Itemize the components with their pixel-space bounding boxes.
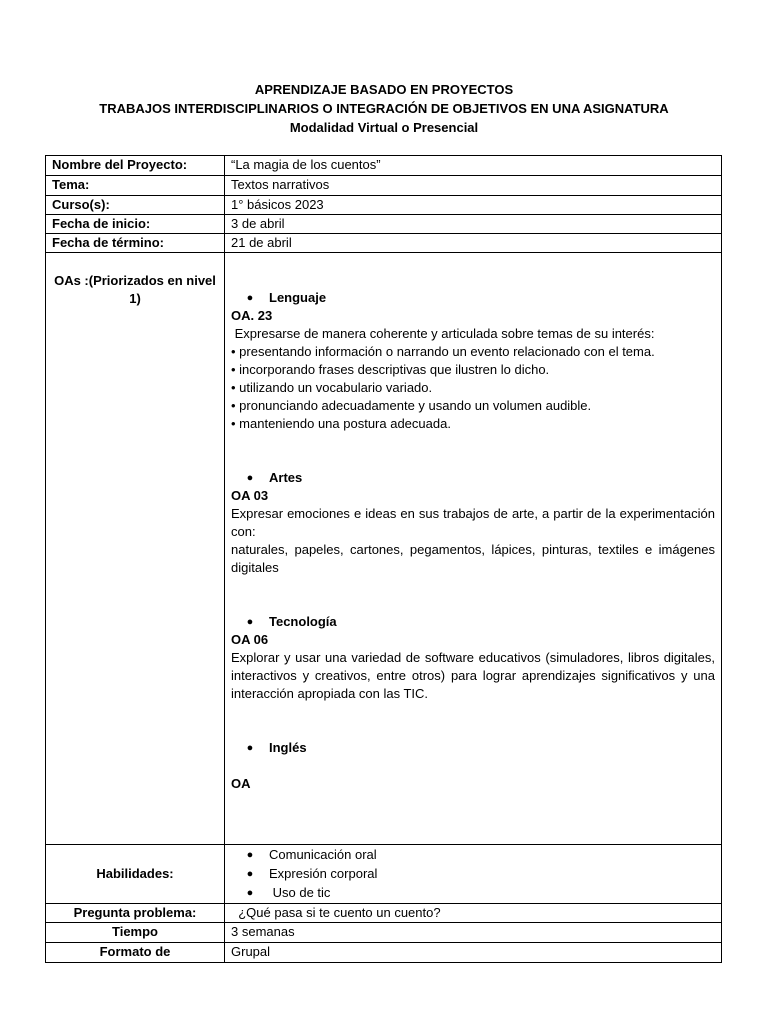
- table-row: [46, 196, 722, 215]
- lenguaje-item: • incorporando frases descriptivas que ilustren lo dicho.: [231, 362, 550, 377]
- header-subtitle: TRABAJOS INTERDISCIPLINARIOS O INTEGRACIÓN DE OBJETIVOS EN UNA ASIGNATURA: [99, 101, 669, 116]
- bullet-icon: ●: [246, 867, 254, 880]
- artes-text: Expresar emociones e ideas en sus trabajos de arte, a partir de la experimentación con:: [231, 506, 715, 539]
- table-row: [46, 156, 722, 176]
- project-table: [45, 155, 722, 963]
- lenguaje-heading: ● Lenguaje: [231, 289, 715, 307]
- lenguaje-item: • utilizando un vocabulario variado.: [231, 380, 433, 395]
- tiempo-value: 3 semanas: [225, 923, 722, 943]
- curso-value: 1° básicos 2023: [225, 196, 722, 215]
- termino-label: Fecha de término:: [46, 234, 225, 253]
- table-row: [46, 845, 722, 904]
- bullet-icon: ●: [246, 848, 254, 861]
- lenguaje-code: OA. 23: [231, 308, 273, 323]
- artes-materials: naturales, papeles, cartones, pegamentos, lápices, pinturas, textiles e imágenes digitales: [231, 542, 715, 575]
- oas-content: [225, 253, 722, 845]
- tema-label: Tema:: [46, 176, 225, 196]
- list-item: ● Expresión corporal: [231, 864, 715, 883]
- inicio-label: Fecha de inicio:: [46, 215, 225, 234]
- artes-code: OA 03: [231, 488, 269, 503]
- formato-label: Formato de: [46, 943, 225, 963]
- document-header: [0, 80, 768, 137]
- formato-value: Grupal: [225, 943, 722, 963]
- habilidades-label: Habilidades:: [46, 845, 225, 904]
- header-modality: Modalidad Virtual o Presencial: [289, 120, 479, 135]
- curso-label: Curso(s):: [46, 196, 225, 215]
- oas-label: OAs :(Priorizados en nivel 1): [46, 253, 225, 845]
- table-row: [46, 943, 722, 963]
- nombre-label: Nombre del Proyecto:: [46, 156, 225, 176]
- lenguaje-intro: Expresarse de manera coherente y articulada sobre temas de su interés:: [231, 326, 655, 341]
- bullet-icon: ●: [246, 472, 254, 484]
- table-row: [46, 176, 722, 196]
- tecnologia-code: OA 06: [231, 632, 269, 647]
- table-row: [46, 904, 722, 923]
- tema-value: Textos narrativos: [225, 176, 722, 196]
- tecnologia-text: Explorar y usar una variedad de software educativos (simuladores, libros digitales, interactivos y creativos, entre otros) para lograr aprendizajes significativos y una interacción apropiada con las TIC.: [231, 650, 715, 701]
- pregunta-label: Pregunta problema:: [46, 904, 225, 923]
- nombre-value: “La magia de los cuentos”: [225, 156, 722, 176]
- inicio-value: 3 de abril: [225, 215, 722, 234]
- bullet-icon: ●: [246, 616, 254, 628]
- table-row: [46, 234, 722, 253]
- termino-value: 21 de abril: [225, 234, 722, 253]
- list-item: ● Uso de tic: [231, 883, 715, 902]
- table-row: [46, 253, 722, 845]
- header-title: APRENDIZAJE BASADO EN PROYECTOS: [254, 82, 514, 97]
- tecnologia-heading: ● Tecnología: [231, 613, 715, 631]
- ingles-code: OA: [231, 776, 251, 791]
- tiempo-label: Tiempo: [46, 923, 225, 943]
- artes-heading: ● Artes: [231, 469, 715, 487]
- pregunta-value: ¿Qué pasa si te cuento un cuento?: [225, 904, 722, 923]
- bullet-icon: ●: [246, 886, 254, 899]
- table-row: [46, 923, 722, 943]
- lenguaje-item: • presentando información o narrando un evento relacionado con el tema.: [231, 344, 655, 359]
- bullet-icon: ●: [246, 292, 254, 304]
- table-row: [46, 215, 722, 234]
- list-item: ● Comunicación oral: [231, 845, 715, 864]
- habilidades-list: [225, 845, 722, 904]
- lenguaje-item: • manteniendo una postura adecuada.: [231, 416, 451, 431]
- lenguaje-item: • pronunciando adecuadamente y usando un volumen audible.: [231, 398, 592, 413]
- ingles-heading: ● Inglés: [231, 739, 715, 757]
- bullet-icon: ●: [246, 742, 254, 754]
